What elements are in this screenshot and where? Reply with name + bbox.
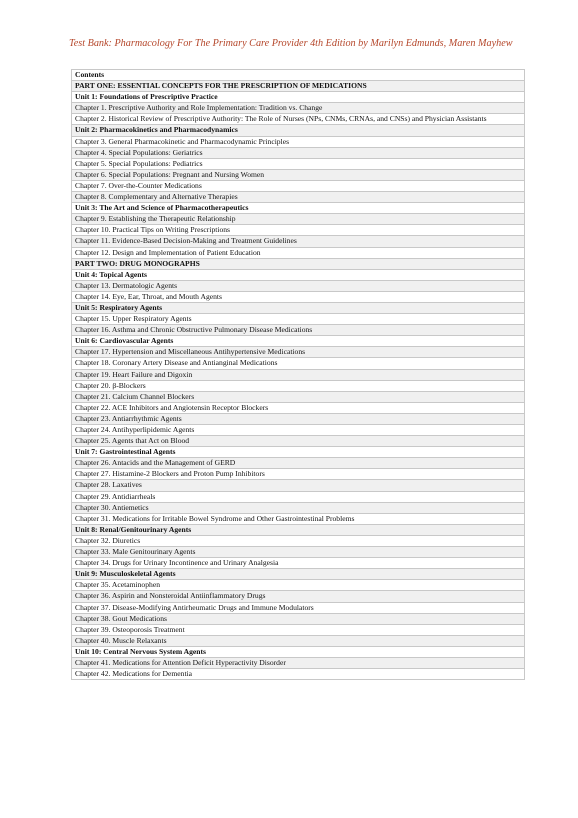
chapter-cell: Chapter 21. Calcium Channel Blockers xyxy=(72,391,525,402)
chapter-cell: Chapter 18. Coronary Artery Disease and Antianginal Medications xyxy=(72,358,525,369)
section-heading-cell: Unit 9: Musculoskeletal Agents xyxy=(72,569,525,580)
chapter-cell: Chapter 4. Special Populations: Geriatrics xyxy=(72,147,525,158)
table-row xyxy=(72,136,525,147)
page-title: Test Bank: Pharmacology For The Primary Care Provider 4th Edition by Marilyn Edmunds, Maren Mayhew xyxy=(69,38,513,49)
section-heading-cell: Unit 6: Cardiovascular Agents xyxy=(72,336,525,347)
table-row xyxy=(72,125,525,136)
table-row xyxy=(72,302,525,313)
chapter-cell: Chapter 26. Antacids and the Management of GERD xyxy=(72,458,525,469)
table-row xyxy=(72,613,525,624)
chapter-cell: Chapter 16. Asthma and Chronic Obstructive Pulmonary Disease Medications xyxy=(72,325,525,336)
table-row xyxy=(72,158,525,169)
chapter-cell: Chapter 31. Medications for Irritable Bowel Syndrome and Other Gastrointestinal Problems xyxy=(72,513,525,524)
chapter-cell: Chapter 1. Prescriptive Authority and Role Implementation: Tradition vs. Change xyxy=(72,103,525,114)
chapter-cell: Chapter 8. Complementary and Alternative Therapies xyxy=(72,192,525,203)
table-row xyxy=(72,458,525,469)
table-row xyxy=(72,535,525,546)
chapter-cell: Chapter 42. Medications for Dementia xyxy=(72,669,525,680)
chapter-cell: Chapter 14. Eye, Ear, Throat, and Mouth Agents xyxy=(72,291,525,302)
chapter-cell: Chapter 11. Evidence-Based Decision-Making and Treatment Guidelines xyxy=(72,236,525,247)
table-row xyxy=(72,314,525,325)
chapter-cell: Chapter 10. Practical Tips on Writing Prescriptions xyxy=(72,225,525,236)
table-row xyxy=(72,447,525,458)
chapter-cell: Chapter 20. β-Blockers xyxy=(72,380,525,391)
chapter-cell: Chapter 7. Over-the-Counter Medications xyxy=(72,180,525,191)
chapter-cell: Chapter 5. Special Populations: Pediatrics xyxy=(72,158,525,169)
chapter-cell: Chapter 41. Medications for Attention Deficit Hyperactivity Disorder xyxy=(72,657,525,668)
table-row xyxy=(72,81,525,92)
chapter-cell: Chapter 23. Antiarrhythmic Agents xyxy=(72,413,525,424)
chapter-cell: Chapter 34. Drugs for Urinary Incontinence and Urinary Analgesia xyxy=(72,558,525,569)
section-heading-cell: Unit 8: Renal/Genitourinary Agents xyxy=(72,524,525,535)
section-heading-cell: Unit 3: The Art and Science of Pharmacotherapeutics xyxy=(72,203,525,214)
table-row xyxy=(72,169,525,180)
table-row xyxy=(72,580,525,591)
chapter-cell: Chapter 22. ACE Inhibitors and Angiotensin Receptor Blockers xyxy=(72,402,525,413)
chapter-cell: Chapter 25. Agents that Act on Blood xyxy=(72,436,525,447)
table-row xyxy=(72,358,525,369)
chapter-cell: Chapter 19. Heart Failure and Digoxin xyxy=(72,369,525,380)
chapter-cell: Chapter 29. Antidiarrheals xyxy=(72,491,525,502)
contents-table-body xyxy=(72,70,525,680)
table-row xyxy=(72,569,525,580)
section-heading-cell: Contents xyxy=(72,70,525,81)
chapter-cell: Chapter 6. Special Populations: Pregnant and Nursing Women xyxy=(72,169,525,180)
chapter-cell: Chapter 30. Antiemetics xyxy=(72,502,525,513)
chapter-cell: Chapter 24. Antihyperlipidemic Agents xyxy=(72,425,525,436)
chapter-cell: Chapter 40. Muscle Relaxants xyxy=(72,635,525,646)
chapter-cell: Chapter 15. Upper Respiratory Agents xyxy=(72,314,525,325)
table-row xyxy=(72,491,525,502)
table-row xyxy=(72,147,525,158)
section-heading-cell: Unit 5: Respiratory Agents xyxy=(72,302,525,313)
chapter-cell: Chapter 3. General Pharmacokinetic and Pharmacodynamic Principles xyxy=(72,136,525,147)
table-row xyxy=(72,291,525,302)
table-row xyxy=(72,380,525,391)
table-row xyxy=(72,336,525,347)
table-row xyxy=(72,669,525,680)
section-heading-cell: Unit 4: Topical Agents xyxy=(72,269,525,280)
table-row xyxy=(72,92,525,103)
table-row xyxy=(72,402,525,413)
table-row xyxy=(72,591,525,602)
table-row xyxy=(72,624,525,635)
table-row xyxy=(72,192,525,203)
table-row xyxy=(72,114,525,125)
table-row xyxy=(72,280,525,291)
table-row xyxy=(72,480,525,491)
section-heading-cell: Unit 2: Pharmacokinetics and Pharmacodynamics xyxy=(72,125,525,136)
table-row xyxy=(72,646,525,657)
table-row xyxy=(72,547,525,558)
table-row xyxy=(72,413,525,424)
table-row xyxy=(72,469,525,480)
table-row xyxy=(72,502,525,513)
table-row xyxy=(72,214,525,225)
table-row xyxy=(72,657,525,668)
table-row xyxy=(72,325,525,336)
section-heading-cell: PART TWO: DRUG MONOGRAPHS xyxy=(72,258,525,269)
table-row xyxy=(72,180,525,191)
chapter-cell: Chapter 33. Male Genitourinary Agents xyxy=(72,547,525,558)
table-row xyxy=(72,269,525,280)
table-row xyxy=(72,635,525,646)
table-row xyxy=(72,425,525,436)
table-row xyxy=(72,347,525,358)
table-row xyxy=(72,513,525,524)
chapter-cell: Chapter 35. Acetaminophen xyxy=(72,580,525,591)
chapter-cell: Chapter 37. Disease-Modifying Antirheumatic Drugs and Immune Modulators xyxy=(72,602,525,613)
section-heading-cell: Unit 7: Gastrointestinal Agents xyxy=(72,447,525,458)
table-row xyxy=(72,70,525,81)
table-row xyxy=(72,369,525,380)
table-row xyxy=(72,391,525,402)
section-heading-cell: Unit 10: Central Nervous System Agents xyxy=(72,646,525,657)
chapter-cell: Chapter 36. Aspirin and Nonsteroidal Antiinflammatory Drugs xyxy=(72,591,525,602)
contents-table xyxy=(71,69,525,680)
chapter-cell: Chapter 27. Histamine-2 Blockers and Proton Pump Inhibitors xyxy=(72,469,525,480)
table-row xyxy=(72,103,525,114)
table-row xyxy=(72,258,525,269)
chapter-cell: Chapter 39. Osteoporosis Treatment xyxy=(72,624,525,635)
table-row xyxy=(72,225,525,236)
table-row xyxy=(72,524,525,535)
table-row xyxy=(72,602,525,613)
chapter-cell: Chapter 38. Gout Medications xyxy=(72,613,525,624)
chapter-cell: Chapter 28. Laxatives xyxy=(72,480,525,491)
chapter-cell: Chapter 12. Design and Implementation of Patient Education xyxy=(72,247,525,258)
table-row xyxy=(72,203,525,214)
chapter-cell: Chapter 17. Hypertension and Miscellaneous Antihypertensive Medications xyxy=(72,347,525,358)
chapter-cell: Chapter 32. Diuretics xyxy=(72,535,525,546)
section-heading-cell: PART ONE: ESSENTIAL CONCEPTS FOR THE PRESCRIPTION OF MEDICATIONS xyxy=(72,81,525,92)
table-row xyxy=(72,236,525,247)
table-row xyxy=(72,558,525,569)
section-heading-cell: Unit 1: Foundations of Prescriptive Practice xyxy=(72,92,525,103)
table-row xyxy=(72,247,525,258)
table-row xyxy=(72,436,525,447)
chapter-cell: Chapter 2. Historical Review of Prescriptive Authority: The Role of Nurses (NPs, CNMs, CRNAs, and CNSs) and Physician Assistants xyxy=(72,114,525,125)
chapter-cell: Chapter 13. Dermatologic Agents xyxy=(72,280,525,291)
chapter-cell: Chapter 9. Establishing the Therapeutic Relationship xyxy=(72,214,525,225)
